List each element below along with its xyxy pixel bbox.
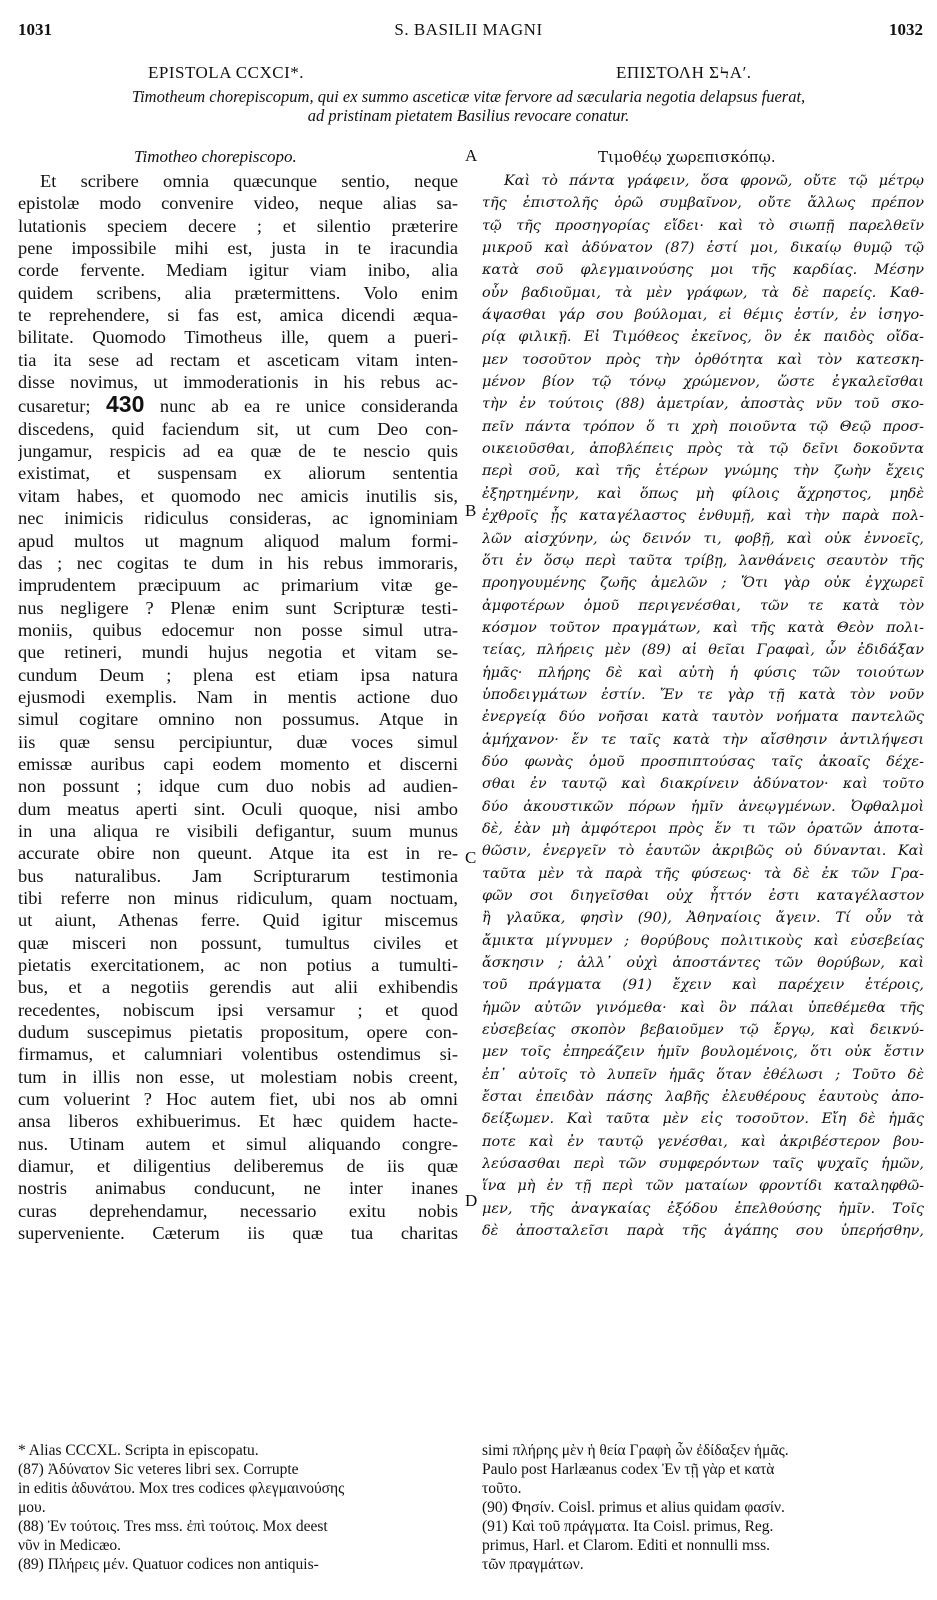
latin-text-line: quidem scribens, alia prætermittens. Volo enim xyxy=(18,282,458,303)
epistle-summary-line-2: ad pristinam pietatem Basilius revocare conatur. xyxy=(307,106,630,125)
greek-text-line: Καὶ τὸ πάντα γράφειν, ὅσα φρονῶ, οὔτε τῷ μέτρῳ xyxy=(504,173,924,189)
greek-text-line: τῷ τῆς προσηγορίας εἴδει· καὶ τὸ σιωπῇ παρελθεῖν xyxy=(482,217,924,234)
page-number-right: 1032 xyxy=(889,20,923,39)
greek-text-line: μεν τοσοῦτον πρὸς τὴν ὀρθότητα καὶ τὸν κατεσκη- xyxy=(482,351,924,368)
footnote-right-line: (90) Φησίν. Coisl. primus et alius quidam φασίν. xyxy=(482,1499,785,1516)
greek-text-line: φῶν σοι διηγεῖσθαι οὐχ ἧττόν ἐστι καταγέλαστον xyxy=(482,888,924,904)
greek-text-line: θῶσιν, ἐνεργεῖν τὸ ἑαυτῶν ἀκριβῶς οὐ δύνανται. Καὶ xyxy=(482,843,924,860)
greek-text-line: τοῦ πράγματα (91) ἔχειν καὶ παρέχειν ἑτέροις, xyxy=(482,977,924,994)
greek-text-column xyxy=(482,170,924,1243)
footnote-left-line: in editis ἀδυνάτου. Mox tres codices φλεγμαινούσης xyxy=(18,1480,345,1497)
greek-text-line: ἡμᾶς· πλήρης δὲ καὶ αὐτὴ ἡ φύσις τῶν τοιούτων xyxy=(482,664,924,681)
latin-text-line: bilitate. Quomodo Timotheus ille, quem a pueri- xyxy=(18,327,458,348)
greek-text-line: τὴν ἐν τούτοις (88) ἀμετρίαν, ἀποστὰς νῦν τοῦ σκο- xyxy=(482,396,924,413)
latin-text-line: bus, et a negotiis gerendis aut alii exhibendis xyxy=(18,977,458,998)
footnote-left-line: νῦν in Medicæo. xyxy=(18,1537,122,1554)
footnote-left-line: (89) Πλήρεις μέν. Quatuor codices non antiquis- xyxy=(18,1556,319,1573)
greek-text-line: ἐξηρτημένην, καὶ ὅπως μὴ φίλοις ἄχρηστος, μηδὲ xyxy=(482,485,924,502)
greek-text-line: περὶ σοῦ, καὶ τῆς ἑτέρων γνώμης τὴν ζωὴν ἔχεις xyxy=(482,463,924,480)
latin-text-line: disse novimus, ut immoderationis in his rebus ac- xyxy=(18,372,458,393)
latin-text-column xyxy=(18,170,458,1245)
greek-text-line: ποτε καὶ ἐν ταυτῷ γενέσθαι, καὶ ἀκριβέστερον βου- xyxy=(482,1133,924,1150)
latin-text-line: te reprehendere, si fas est, amica dicendi æqua- xyxy=(18,305,458,326)
footnote-right-line: (91) Καὶ τοῦ πράγματα. Ita Coisl. primus, Reg. xyxy=(482,1518,774,1535)
column-number-marker: 430 xyxy=(106,393,145,418)
page-number-left: 1031 xyxy=(18,20,52,39)
epistle-summary-line-1: Timotheum chorepiscopum, qui ex summo asceticæ vitæ fervore ad sæcularia negotia delapsus fuerat, xyxy=(131,87,806,106)
greek-text-line: δὲ, ἐὰν μὴ ἀμφότεροι πρὸς ἕν τι τῶν ὁρατῶν ἀποτα- xyxy=(482,820,924,837)
greek-text-line: ἄμικτα μίγνυμεν ; θορύβους πολιτικοὺς καὶ εὐσεβείας xyxy=(482,932,924,949)
latin-text-line: nus negligere ? Plenæ enim sunt Scripturæ testi- xyxy=(18,597,458,618)
greek-text-line: ἀμήχανον· ἔν τε ταῖς κατὰ τὴν αἴσθησιν ἀντιλήψεσι xyxy=(482,731,924,748)
latin-text-line: nostris animabus conducunt, ne inter inanes xyxy=(18,1178,458,1199)
latin-text-line: simul cogitare omnino non possumus. Atque in xyxy=(18,709,458,730)
latin-text-line: quæ misceri non possunt, tumultus civiles et xyxy=(18,932,458,953)
greek-text-line: ὑποδειγμάτων ἐστίν. Ἔν τε γὰρ τῇ κατὰ τὸν νοῦν xyxy=(482,686,924,703)
latin-text-line: iis quæ sensu percipiuntur, duæ voces simul xyxy=(18,731,458,752)
latin-text-line: que retineri, mundi hujus negotia et vitam se- xyxy=(18,642,458,663)
greek-text-line: μικροῦ καὶ ἀδύνατον (87) ἐστί μοι, δικαίῳ θυμῷ τῷ xyxy=(482,240,924,257)
footnote-right-line: simi πλήρης μὲν ἡ θεία Γραφὴ ὧν ἐδίδαξεν ἡμᾶς. xyxy=(482,1442,789,1459)
greek-text-line: δύο ἀκουστικῶν πόρων ἡμῖν ἀνεῳγμένων. Ὀφθαλμοὶ xyxy=(482,798,924,815)
latin-text-line: vitam habes, et quomodo nec amicis inutilis sis, xyxy=(18,485,458,506)
latin-text-line: nec inimicis ridiculus consideras, ac ignominiam xyxy=(18,508,458,529)
latin-text-line: ut aiunt, Athenas ferre. Quid igitur miscemus xyxy=(18,910,458,931)
greek-text-line: τείας, πλήρεις μὲν (89) αἱ θεῖαι Γραφαὶ, ὧν ἐδιδάξαν xyxy=(482,642,924,659)
greek-text-line: σθαι ἐν ταυτῷ καὶ διακρίνειν ἀδύνατον· καὶ τοῦτο xyxy=(482,776,924,793)
greek-text-line: ἐχθροῖς ᾖς καταγέλαστος ἐνθυμῇ, καὶ τὴν παρὰ πολ- xyxy=(482,508,924,525)
latin-address: Timotheo chorepiscopo. xyxy=(134,147,297,166)
latin-text-line: cum voluerint ? Hoc autem fiet, ubi nos ab omni xyxy=(18,1089,458,1110)
latin-text-line: lutationis speciem decere ; et silentio præterire xyxy=(18,215,458,236)
greek-text-line: ἡμῶν αὐτῶν γινόμεθα· καὶ ὃν πάλαι ὑπεθέμεθα τῆς xyxy=(482,999,924,1016)
greek-text-line: δύο φωνὰς ὁμοῦ προσπιπτούσας ταῖς ἀκοαῖς δέχε- xyxy=(482,753,924,770)
latin-text-line: tia ita sese ad rectam et asceticam vitam inten- xyxy=(18,349,458,370)
greek-text-line: ἐνεργείᾳ δύο νοῆσαι κατὰ ταυτὸν νοήματα παντελῶς xyxy=(482,709,924,726)
footnotes-right xyxy=(482,1441,924,1574)
greek-text-line: δείξωμεν. Καὶ ταῦτα μὲν εἰς τοσοῦτον. Εἴη δὲ ἡμᾶς xyxy=(482,1111,924,1128)
greek-text-line: άψασθαι γάρ σου βούλομαι, εἰ θέμις ἐστίν, ἐν ἰσηγο- xyxy=(482,307,924,324)
margin-letter-d: D xyxy=(465,1191,478,1210)
latin-text-line: pietatis exercitationem, ac non potius a tumulti- xyxy=(18,955,458,976)
footnote-left-line: (87) Ἀδύνατον Sic veteres libri sex. Corrupte xyxy=(18,1461,299,1478)
latin-text-line: in una aliqua re visibili defigantur, suum munus xyxy=(18,820,458,841)
greek-text-line: δὲ ἀποσταλεῖσι παρὰ τῆς ἀγάπης σου ὑπερήσθην, xyxy=(482,1223,924,1240)
greek-text-line: πεῖν πάντα τρόπον ὅ τι χρὴ ποιοῦντα τῷ Θεῷ προσ- xyxy=(482,418,924,435)
latin-text-line: firmamus, et calumniari volentibus ostendimus si- xyxy=(18,1044,458,1065)
margin-letter-a: A xyxy=(465,146,478,165)
latin-text-line: nus. Utinam autem et simul aliquando congre- xyxy=(18,1133,458,1154)
footnote-right-line: τῶν πραγμάτων. xyxy=(482,1556,584,1573)
latin-text-line: Et scribere omnia quæcunque sentio, neque xyxy=(40,171,458,191)
greek-text-line: μεν τοῖς ἐπηρεάζειν ἡμῖν βουλομένοις, ὅτι οὐκ ἔστιν xyxy=(482,1044,924,1061)
latin-text-line: ansa liberos exhibuerimus. Et hæc quidem hacte- xyxy=(18,1111,458,1132)
greek-text-line: ἀμφοτέρων ὁμοῦ περιγενέσθαι, τῶν τε κατὰ τὸν xyxy=(482,597,924,614)
latin-text-line: epistolæ modo convenire video, neque alias sa- xyxy=(18,193,458,214)
latin-text-line: imprudentem præcipuum ac primarium vitæ ge- xyxy=(18,575,458,596)
latin-text-line: non possunt ; idque cum duo nobis ad audien- xyxy=(18,776,458,797)
footnote-left-line: * Alias CCCXL. Scripta in episcopatu. xyxy=(18,1442,259,1459)
greek-address: Τιμοθέῳ χωρεπισκόπῳ. xyxy=(598,148,776,166)
latin-text-line: ejusmodi exemplis. Nam in mentis actione duo xyxy=(18,686,458,707)
footnote-left-line: μου. xyxy=(18,1499,46,1516)
margin-letter-b: B xyxy=(465,501,477,520)
latin-text-line: bus naturalibus. Jam Scripturarum testimonia xyxy=(18,865,458,886)
greek-text-line: κόσμον τοῦτον πραγμάτων, καὶ τῆς κατὰ Θεὸν πολι- xyxy=(482,619,924,636)
latin-epistle-title: EPISTOLA CCXCI*. xyxy=(148,63,304,82)
latin-text-line: tum in illis non esse, ut molestiam nobis creent, xyxy=(18,1066,458,1087)
greek-text-line: μένον βίον τῷ τόνῳ χρώμενον, ὥστε ἐγκαλεῖσθαι xyxy=(482,374,924,391)
latin-text-line: emissæ auribus capi eodem momento et discerni xyxy=(18,753,458,774)
greek-text-line: τῆς ἐπιστολῆς ὁρῶ συμβαῖνον, οὔτε ἄλλως πρέπον xyxy=(482,195,924,212)
latin-text-line: das ; nec cogitas te dum in his rebus immoraris, xyxy=(18,552,458,573)
running-title: S. BASILII MAGNI xyxy=(394,20,543,39)
latin-text-line: moniis, quibus edocemur non posse simul utra- xyxy=(18,619,458,640)
latin-text-line: dudum suscepimus pietatis propositum, opere con- xyxy=(18,1022,458,1043)
greek-text-line: μεν, τῆς ἀναγκαίας ἐξόδου ἐπελθούσης ἡμῖν. Τοῖς xyxy=(482,1200,924,1217)
footnote-right-line: τοῦτο. xyxy=(482,1480,522,1497)
greek-text-line: ἐπ᾽ αὐτοῖς τὸ λυπεῖν ἡμᾶς ὅταν ἐθέλωσι ; Τοῦτο δὲ xyxy=(482,1066,924,1083)
latin-text-line: existimat, et suspensam ex aliorum sententia xyxy=(18,463,458,484)
greek-text-line: κατὰ σοῦ φλεγμαινούσης μοι τῆς καρδίας. Μέσην xyxy=(482,262,924,279)
latin-text-line: corde fervente. Mediam igitur viam inibo, alia xyxy=(18,260,458,281)
greek-text-line: ὅτι ἐν ὅσῳ περὶ ταῦτα τρίβῃ, λανθάνεις σεαυτὸν τῆς xyxy=(482,552,924,569)
greek-text-line: λῶν αἰσχύνην, ὡς δεινόν τι, φοβῇ, καὶ οὐκ ἐννοεῖς, xyxy=(482,530,924,547)
greek-text-line: ἔσται ἐπειδὰν πάσης λαβῆς ἐλευθέρους ἑαυτοὺς ἀπο- xyxy=(482,1089,924,1106)
greek-text-line: ἢ γλαῦκα, φησὶν (90), Ἀθηναίοις ἄγειν. Τί οὖν τὰ xyxy=(482,910,924,927)
latin-text-line: cundum Deum ; plena est etiam ipsa natura xyxy=(18,664,458,685)
latin-text-line: curas deprehendamur, necessario exitu nobis xyxy=(18,1200,458,1221)
latin-text-line: dum meatus aperti sint. Oculi quoque, nisi ambo xyxy=(18,798,458,819)
footnote-right-line: Paulo post Harlæanus codex Ἐν τῇ γὰρ et κατὰ xyxy=(482,1461,775,1478)
latin-text-line: cusaretur; 430 nunc ab ea re unice consideranda xyxy=(18,393,458,418)
greek-text-line: οὖν βαδιοῦμαι, τὰ μὲν γράφων, τὰ δὲ παρείς. Καθ- xyxy=(482,284,924,301)
latin-text-line: pene impossibile mihi est, justa in te iracundia xyxy=(18,238,458,259)
greek-epistle-title: ΕΠΙΣΤΟΛΗ ΣϞΑʹ. xyxy=(616,63,752,82)
latin-text-line: recedentes, nobiscum ipsi versamur ; et quod xyxy=(18,999,458,1020)
footnote-left-line: (88) Ἐν τούτοις. Tres mss. ἐπὶ τούτοις. Mox deest xyxy=(18,1518,328,1535)
latin-text-line: jungamur, respicis ad ea quæ de te nescio quis xyxy=(18,441,458,462)
greek-text-line: εὐσεβείας σκοπὸν βεβαιοῦμεν τῷ ἔργῳ, καὶ δεικνύ- xyxy=(482,1022,924,1039)
latin-text-line: discedens, quid faciendum sit, ut cum Deo con- xyxy=(18,418,458,439)
greek-text-line: οικειοῦσθαι, ἀποβλέπεις πρὸς τὰ τῷ δεῖνι δοκοῦντα xyxy=(482,441,924,458)
footnote-right-line: primus, Harl. et Clarom. Editi et nonnulli mss. xyxy=(482,1537,771,1554)
latin-text-line: superveniente. Cæterum iis quæ tua charitas xyxy=(18,1223,458,1244)
latin-text-line: diamur, et diligentius deliberemus de iis quæ xyxy=(18,1156,458,1177)
greek-text-line: προηγουμένης ζωῆς ἀμελῶν ; Ὅτι γὰρ οὐκ ἐγχωρεῖ xyxy=(482,575,924,592)
greek-text-line: ταῦτα μὲν τὰ παρὰ τῆς φύσεως· τὰ δὲ ἐκ τῶν Γρα- xyxy=(482,865,924,882)
greek-text-line: ρίᾳ φιλικῇ. Εἰ Τιμόθεος ἐκεῖνος, ὃν ἐκ παιδὸς οἴδα- xyxy=(482,329,924,346)
latin-text-line: apud multos ut magnum aliquod malum formi- xyxy=(18,530,458,551)
margin-letter-c: C xyxy=(465,848,477,867)
latin-text-line: tibi referre non minus ridiculum, quam noctuam, xyxy=(18,888,458,908)
greek-text-line: λεύσασθαι περὶ τῶν συμφερόντων ταῖς ψυχαῖς ἡμῶν, xyxy=(482,1156,924,1173)
footnotes-left xyxy=(18,1441,458,1574)
greek-text-line: ἵνα μὴ ἐν τῇ περὶ τῶν ματαίων φροντίδι καταληφθῶ- xyxy=(482,1178,924,1195)
greek-text-line: ἄσκησιν ; ἀλλ᾽ οὐχὶ ἀποστάντες τῶν θορύβων, καὶ xyxy=(482,955,924,972)
latin-text-line: accurate obire non queunt. Atque ita est in re- xyxy=(18,843,458,864)
